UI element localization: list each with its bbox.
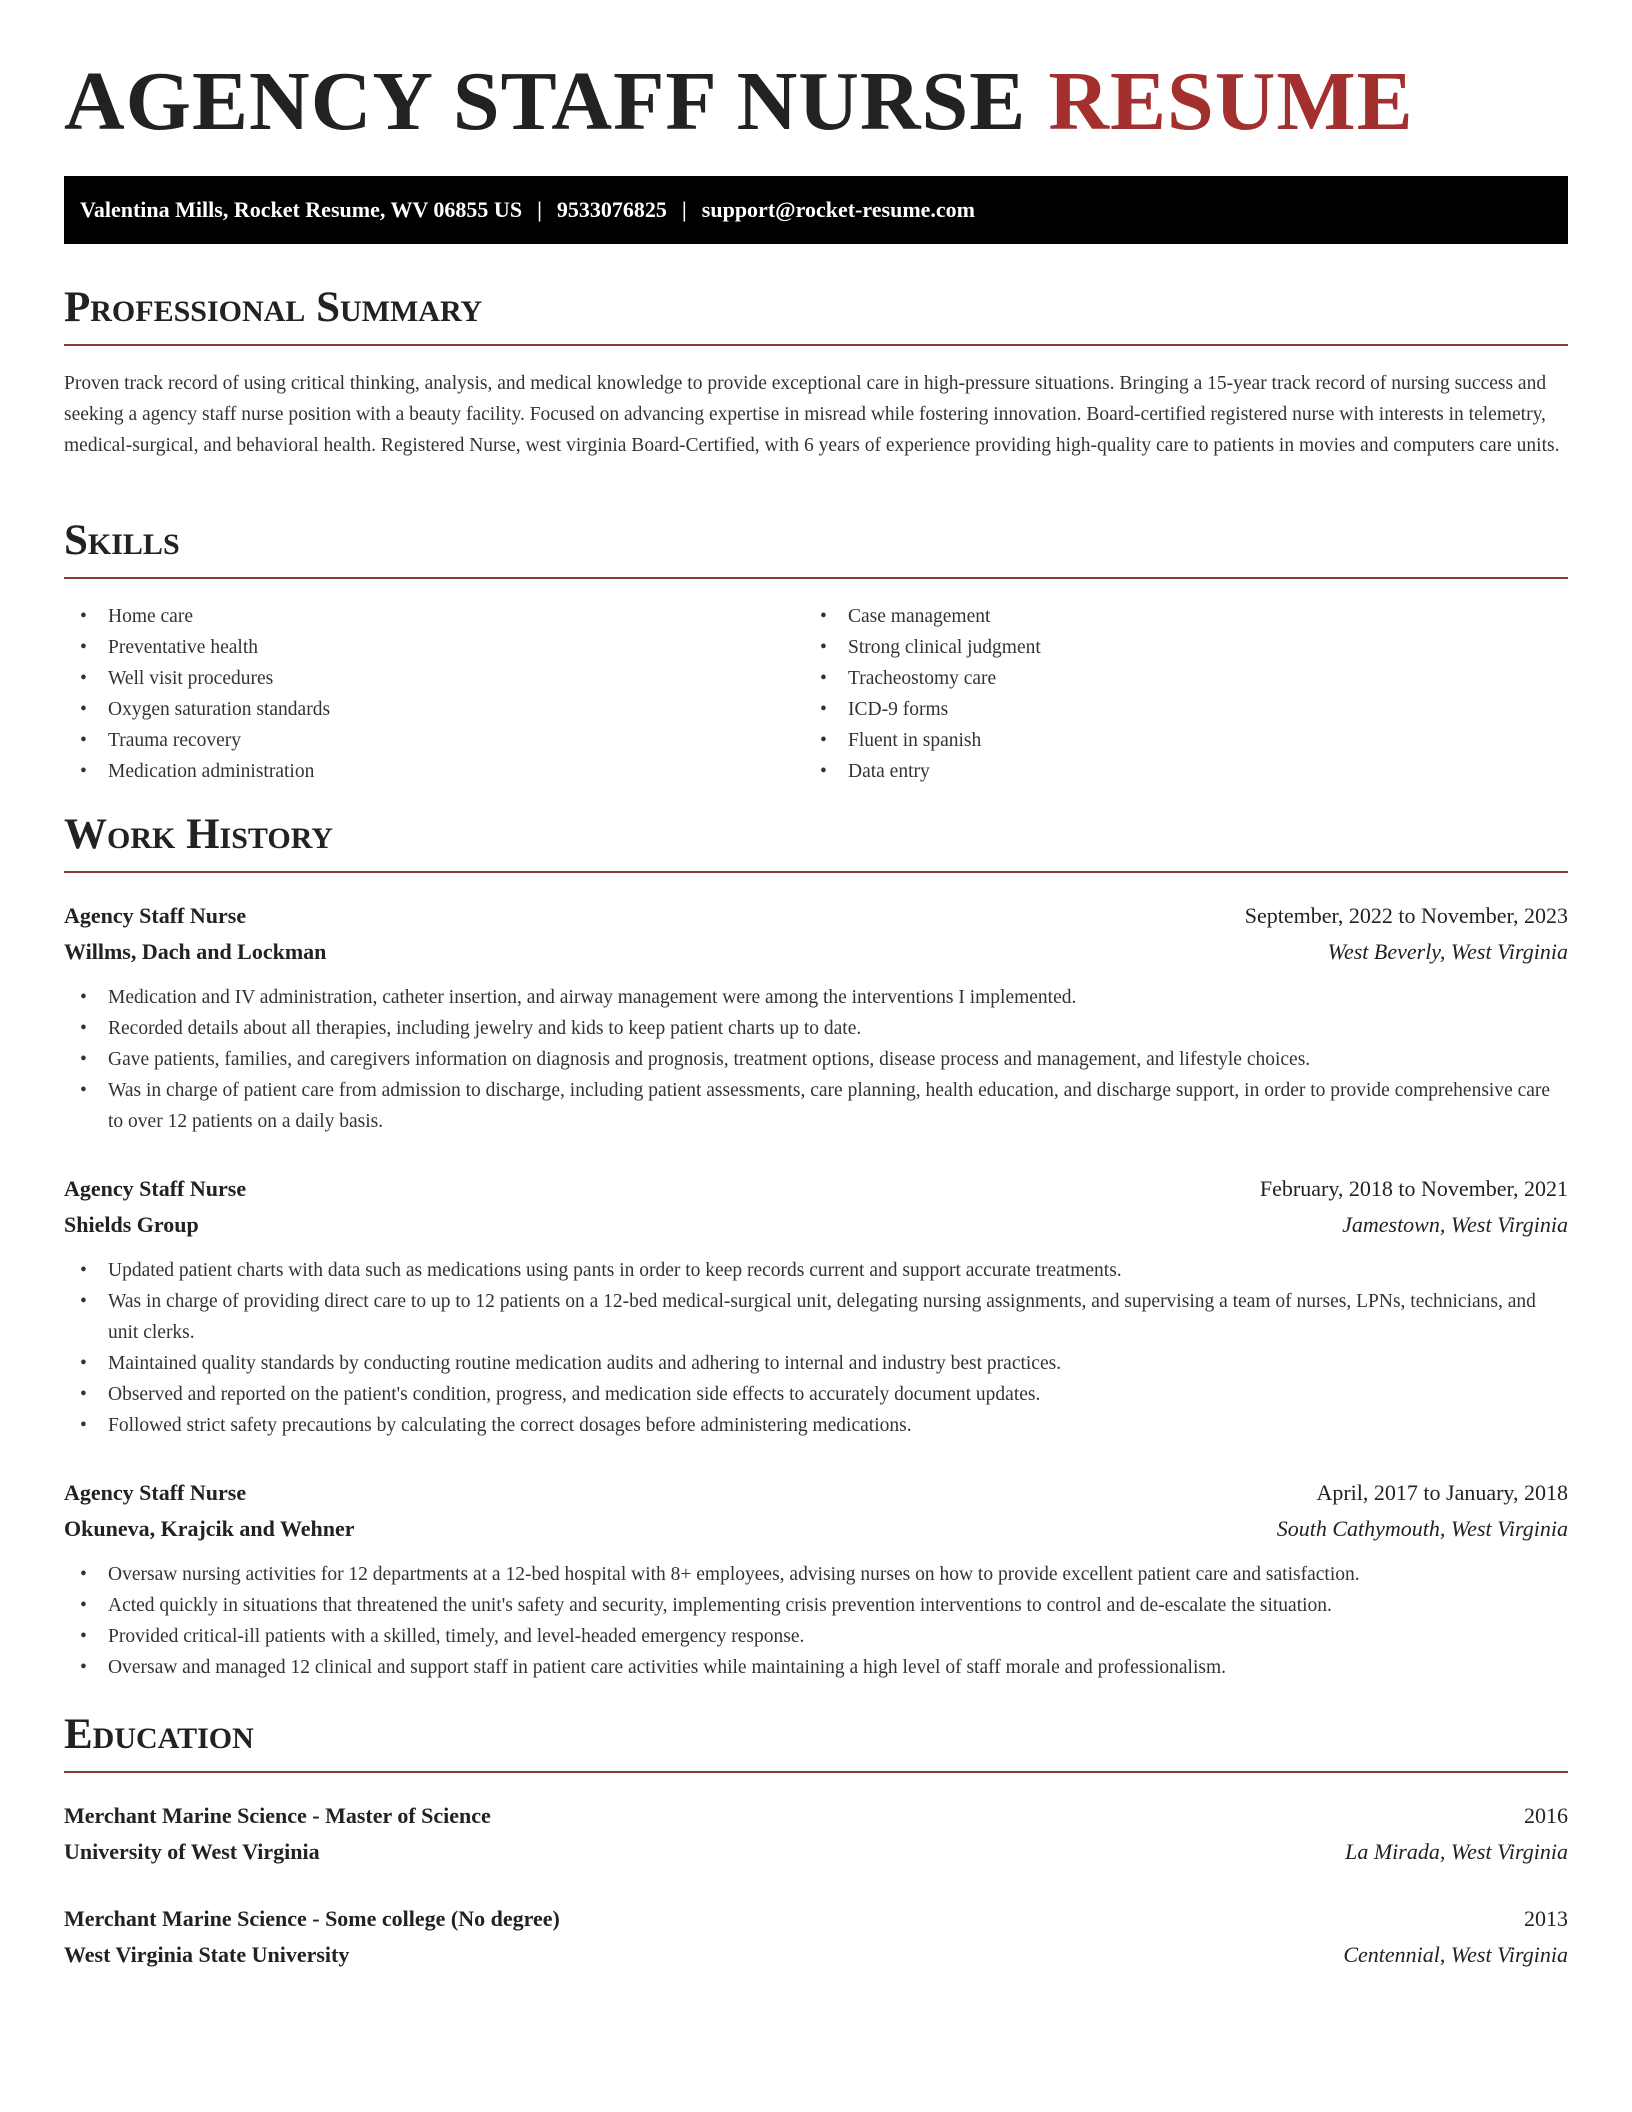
skill-item: • Data entry <box>804 756 1568 787</box>
title-accent: RESUME <box>1048 55 1414 148</box>
contact-separator: | <box>537 197 542 222</box>
education-year: 2016 <box>1524 1803 1568 1828</box>
skill-item: • ICD-9 forms <box>804 694 1568 725</box>
work-heading: Work History <box>64 809 1568 873</box>
title-main: AGENCY STAFF NURSE <box>64 55 1027 148</box>
job-bullet: • Maintained quality standards by conducting routine medication audits and adhering to internal and industry best practices. <box>64 1348 1568 1379</box>
skill-item: • Trauma recovery <box>64 725 804 756</box>
job-bullet: • Updated patient charts with data such as medications using pants in order to keep records current and support accurate treatments. <box>64 1255 1568 1286</box>
skill-item: • Medication administration <box>64 756 804 787</box>
education-degree: Merchant Marine Science - Some college (No degree) <box>64 1906 560 1931</box>
contact-email: support@rocket-resume.com <box>701 197 975 222</box>
job-entry <box>64 1475 1568 1683</box>
job-dates: February, 2018 to November, 2021 <box>1259 1176 1568 1201</box>
contact-name: Valentina Mills, Rocket Resume, WV 06855 US <box>80 197 523 222</box>
resume-title <box>64 52 1414 153</box>
job-bullet: • Followed strict safety precautions by calculating the correct dosages before administering medications. <box>64 1410 1568 1441</box>
skill-item: • Tracheostomy care <box>804 663 1568 694</box>
contact-bar <box>64 176 1568 244</box>
job-bullets <box>64 982 1568 1137</box>
job-bullet: • Was in charge of patient care from admission to discharge, including patient assessments, care planning, health education, and discharge support, in order to provide comprehensive care to over 12 patients on a daily basis. <box>64 1075 1568 1137</box>
education-entry <box>64 1798 1568 1870</box>
job-title: Agency Staff Nurse <box>64 903 247 928</box>
job-location: Jamestown, West Virginia <box>1342 1212 1568 1237</box>
job-bullet: • Gave patients, families, and caregivers information on diagnosis and prognosis, treatment options, disease process and management, and lifestyle choices. <box>64 1044 1568 1075</box>
job-bullet: • Provided critical-ill patients with a skilled, timely, and level-headed emergency response. <box>64 1621 1568 1652</box>
job-dates: April, 2017 to January, 2018 <box>1316 1480 1568 1505</box>
skill-item: • Well visit procedures <box>64 663 804 694</box>
skills-list-right <box>804 601 1568 787</box>
skill-item: • Home care <box>64 601 804 632</box>
job-title: Agency Staff Nurse <box>64 1480 247 1505</box>
skill-item: • Fluent in spanish <box>804 725 1568 756</box>
job-bullets <box>64 1559 1568 1683</box>
education-location: Centennial, West Virginia <box>1343 1942 1568 1967</box>
skill-item: • Case management <box>804 601 1568 632</box>
education-entry <box>64 1901 1568 1973</box>
education-year: 2013 <box>1524 1906 1568 1931</box>
education-location: La Mirada, West Virginia <box>1345 1839 1568 1864</box>
job-bullet: • Recorded details about all therapies, including jewelry and kids to keep patient charts up to date. <box>64 1013 1568 1044</box>
job-entry <box>64 1171 1568 1441</box>
job-entry <box>64 898 1568 1137</box>
job-location: West Beverly, West Virginia <box>1327 939 1568 964</box>
education-school: University of West Virginia <box>64 1839 320 1864</box>
skills-heading: Skills <box>64 515 1568 579</box>
job-location: South Cathymouth, West Virginia <box>1276 1516 1568 1541</box>
summary-heading: Professional Summary <box>64 282 1568 346</box>
job-bullets <box>64 1255 1568 1441</box>
job-title: Agency Staff Nurse <box>64 1176 247 1201</box>
contact-phone: 9533076825 <box>556 197 667 222</box>
job-bullet: • Observed and reported on the patient's condition, progress, and medication side effects to accurately document updates. <box>64 1379 1568 1410</box>
contact-separator: | <box>681 197 687 222</box>
summary-text: Proven track record of using critical thinking, analysis, and medical knowledge to provide exceptional care in high-pressure situations. Bringing a 15-year track record of nursing success and seeking a agency staff nurse position with a beauty facility. Focused on advancing expertise in misread while fostering innovation. Board-certified registered nurse with interests in telemetry, medical-surgical, and behavioral health. Registered Nurse, west virginia Board-Certified, with 6 years of experience providing high-quality care to patients in movies and computers care units. <box>64 373 1560 456</box>
education-heading: Education <box>64 1709 1568 1773</box>
job-company: Willms, Dach and Lockman <box>64 939 327 964</box>
job-company: Shields Group <box>64 1212 199 1237</box>
skill-item: • Oxygen saturation standards <box>64 694 804 725</box>
job-bullet: • Acted quickly in situations that threatened the unit's safety and security, implementing crisis prevention interventions to control and de-escalate the situation. <box>64 1590 1568 1621</box>
job-bullet: • Medication and IV administration, catheter insertion, and airway management were among the interventions I implemented. <box>64 982 1568 1013</box>
job-bullet: • Oversaw nursing activities for 12 departments at a 12-bed hospital with 8+ employees, advising nurses on how to provide excellent patient care and satisfaction. <box>64 1559 1568 1590</box>
job-bullet: • Was in charge of providing direct care to up to 12 patients on a 12-bed medical-surgical unit, delegating nursing assignments, and supervising a team of nurses, LPNs, technicians, and unit clerks. <box>64 1286 1568 1348</box>
job-bullet: • Oversaw and managed 12 clinical and support staff in patient care activities while maintaining a high level of staff morale and professionalism. <box>64 1652 1568 1683</box>
job-dates: September, 2022 to November, 2023 <box>1244 903 1568 928</box>
skill-item: • Strong clinical judgment <box>804 632 1568 663</box>
skills-list-left <box>64 601 804 787</box>
job-company: Okuneva, Krajcik and Wehner <box>64 1516 355 1541</box>
education-degree: Merchant Marine Science - Master of Science <box>64 1803 491 1828</box>
skill-item: • Preventative health <box>64 632 804 663</box>
education-school: West Virginia State University <box>64 1942 350 1967</box>
